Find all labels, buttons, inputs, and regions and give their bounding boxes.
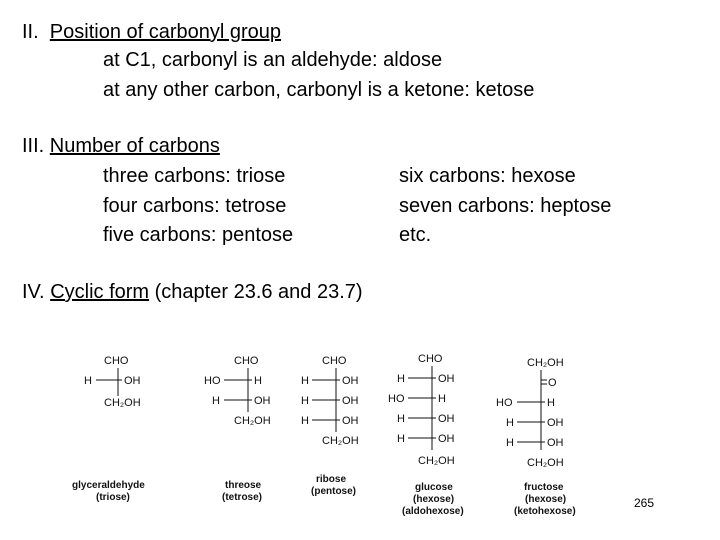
glucose-row1-left: H — [397, 373, 405, 385]
ribose-row3-left: H — [301, 415, 309, 427]
glucose-caption-subclass: (aldohexose) — [402, 506, 464, 517]
ribose-row1-right: OH — [342, 375, 359, 387]
section-3-left-2: four carbons: tetrose — [103, 195, 287, 217]
ribose-row2-left: H — [301, 395, 309, 407]
glucose-structure — [388, 353, 464, 517]
section-2-heading: Position of carbonyl group — [49, 21, 282, 43]
section-4-note: (chapter 23.6 and 23.7) — [154, 281, 363, 303]
glucose-row4-left: H — [397, 433, 405, 445]
glucose-row3-left: H — [397, 413, 405, 425]
fischer-projections-svg — [0, 340, 720, 540]
section-3-left-1: three carbons: triose — [103, 165, 286, 187]
glucose-row3-right: OH — [438, 413, 455, 425]
glucose-caption-class: (hexose) — [413, 494, 455, 505]
ribose-top: CHO — [322, 355, 347, 367]
glyceraldehyde-caption-class: (triose) — [96, 492, 130, 503]
glyceraldehyde-structure — [72, 355, 145, 503]
glyceraldehyde-top: CHO — [104, 355, 129, 367]
glucose-row1-right: OH — [438, 373, 455, 385]
fructose-row2-right: OH — [547, 417, 564, 429]
fructose-bottom: CH₂OH — [527, 457, 564, 469]
glucose-top: CHO — [418, 353, 443, 365]
fructose-row1-right: H — [547, 397, 555, 409]
fructose-caption-class: (hexose) — [525, 494, 567, 505]
threose-bottom: CH₂OH — [234, 415, 271, 427]
glucose-caption-name: glucose — [415, 482, 453, 493]
fructose-structure — [496, 357, 576, 517]
threose-top: CHO — [234, 355, 259, 367]
glyceraldehyde-left: H — [84, 375, 92, 387]
section-4-title — [22, 280, 363, 304]
threose-row1-right: H — [254, 375, 262, 387]
fructose-row2-left: H — [506, 417, 514, 429]
threose-structure — [204, 355, 271, 503]
threose-row2-left: H — [212, 395, 220, 407]
section-3-heading: Number of carbons — [49, 135, 220, 157]
fructose-top: CH₂OH — [527, 357, 564, 369]
fructose-carbonyl: O — [548, 377, 557, 389]
glucose-row4-right: OH — [438, 433, 455, 445]
ribose-row1-left: H — [301, 375, 309, 387]
fructose-row3-left: H — [506, 437, 514, 449]
ribose-caption-class: (pentose) — [311, 486, 356, 497]
threose-row1-left: HO — [204, 375, 221, 387]
glyceraldehyde-bottom: CH₂OH — [104, 397, 141, 409]
section-4-number: IV. — [22, 281, 45, 303]
ribose-bottom: CH₂OH — [322, 435, 359, 447]
page-number: 265 — [634, 496, 655, 510]
section-2-line-2: at any other carbon, carbonyl is a ketone: ketose — [103, 79, 535, 101]
glyceraldehyde-caption-name: glyceraldehyde — [72, 480, 145, 491]
fructose-caption-subclass: (ketohexose) — [514, 506, 576, 517]
section-3-number: III. — [22, 135, 45, 157]
glucose-row2-left: HO — [388, 393, 405, 405]
glucose-bottom: CH₂OH — [418, 455, 455, 467]
ribose-row3-right: OH — [342, 415, 359, 427]
section-3-right-1: six carbons: hexose — [399, 165, 576, 187]
fructose-row1-left: HO — [496, 397, 513, 409]
glucose-row2-right: H — [438, 393, 446, 405]
ribose-caption-name: ribose — [316, 474, 347, 485]
section-2-line-1: at C1, carbonyl is an aldehyde: aldose — [103, 49, 443, 71]
section-3-right-3: etc. — [399, 224, 432, 246]
ribose-structure — [301, 355, 359, 497]
section-2-number: II. — [22, 21, 39, 43]
threose-caption-class: (tetrose) — [222, 492, 263, 503]
threose-caption-name: threose — [225, 480, 262, 491]
glyceraldehyde-right: OH — [124, 375, 141, 387]
threose-row2-right: OH — [254, 395, 271, 407]
section-3-title — [22, 134, 220, 158]
section-4-heading: Cyclic form — [50, 281, 150, 303]
fischer-projections-figure — [0, 340, 720, 540]
fructose-row3-right: OH — [547, 437, 564, 449]
section-3-left-3: five carbons: pentose — [103, 224, 294, 246]
ribose-row2-right: OH — [342, 395, 359, 407]
section-3-right-2: seven carbons: heptose — [399, 195, 612, 217]
section-2-title — [22, 20, 281, 44]
fructose-caption-name: fructose — [524, 482, 564, 493]
